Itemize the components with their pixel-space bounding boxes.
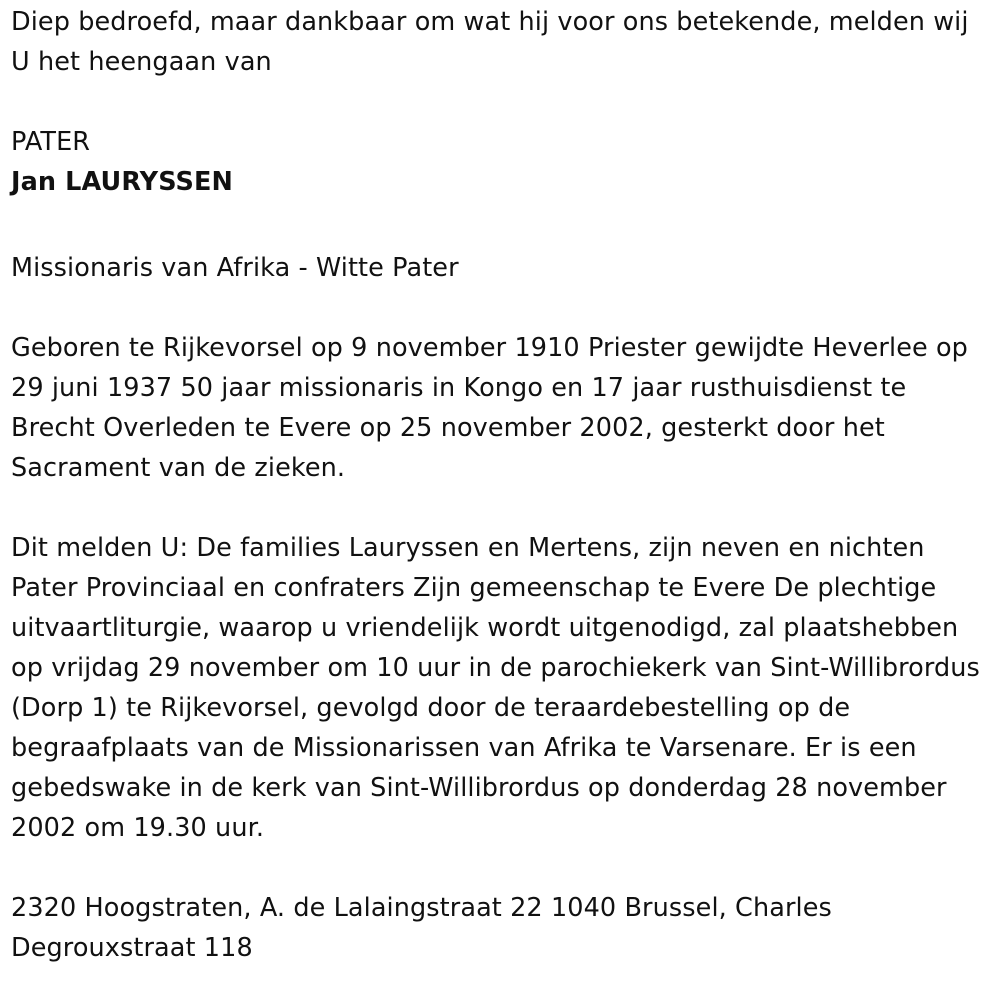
affiliation-text: Missionaris van Afrika - Witte Pater: [11, 253, 459, 283]
intro-text: Diep bedroefd, maar dankbaar om wat hij voor ons betekende, melden wij U het heengaan van: [11, 7, 969, 77]
obituary-notice: [11, 2, 986, 968]
title-label: PATER: [11, 127, 91, 157]
address-text: 2320 Hoogstraten, A. de Lalaingstraat 22 1040 Brussel, Charles Degrouxstraat 118: [11, 893, 832, 963]
announcement-text: Dit melden U: De families Lauryssen en Mertens, zijn neven en nichten Pater Provinciaal en confraters Zijn gemeenschap te Evere De plechtige uitvaartliturgie, waarop u vriendelijk wordt uitgenodigd, zal plaatshebben op vrijdag 29 november om 10 uur in de parochiekerk van Sint-Willibrordus (Dorp 1) te Rijkevorsel, gevolgd door de teraardebestelling op de begraafplaats van de Missionarissen van Afrika te Varsenare. Er is een gebedswake in de kerk van Sint-Willibrordus op donderdag 28 november 2002 om 19.30 uur.: [11, 533, 980, 843]
biography-text: Geboren te Rijkevorsel op 9 november 1910 Priester gewijdte Heverlee op 29 juni 1937 50 jaar missionaris in Kongo en 17 jaar rusthuisdienst te Brecht Overleden te Evere op 25 november 2002, gesterkt door het Sacrament van de zieken.: [11, 333, 968, 483]
deceased-name: Jan LAURYSSEN: [11, 167, 233, 197]
